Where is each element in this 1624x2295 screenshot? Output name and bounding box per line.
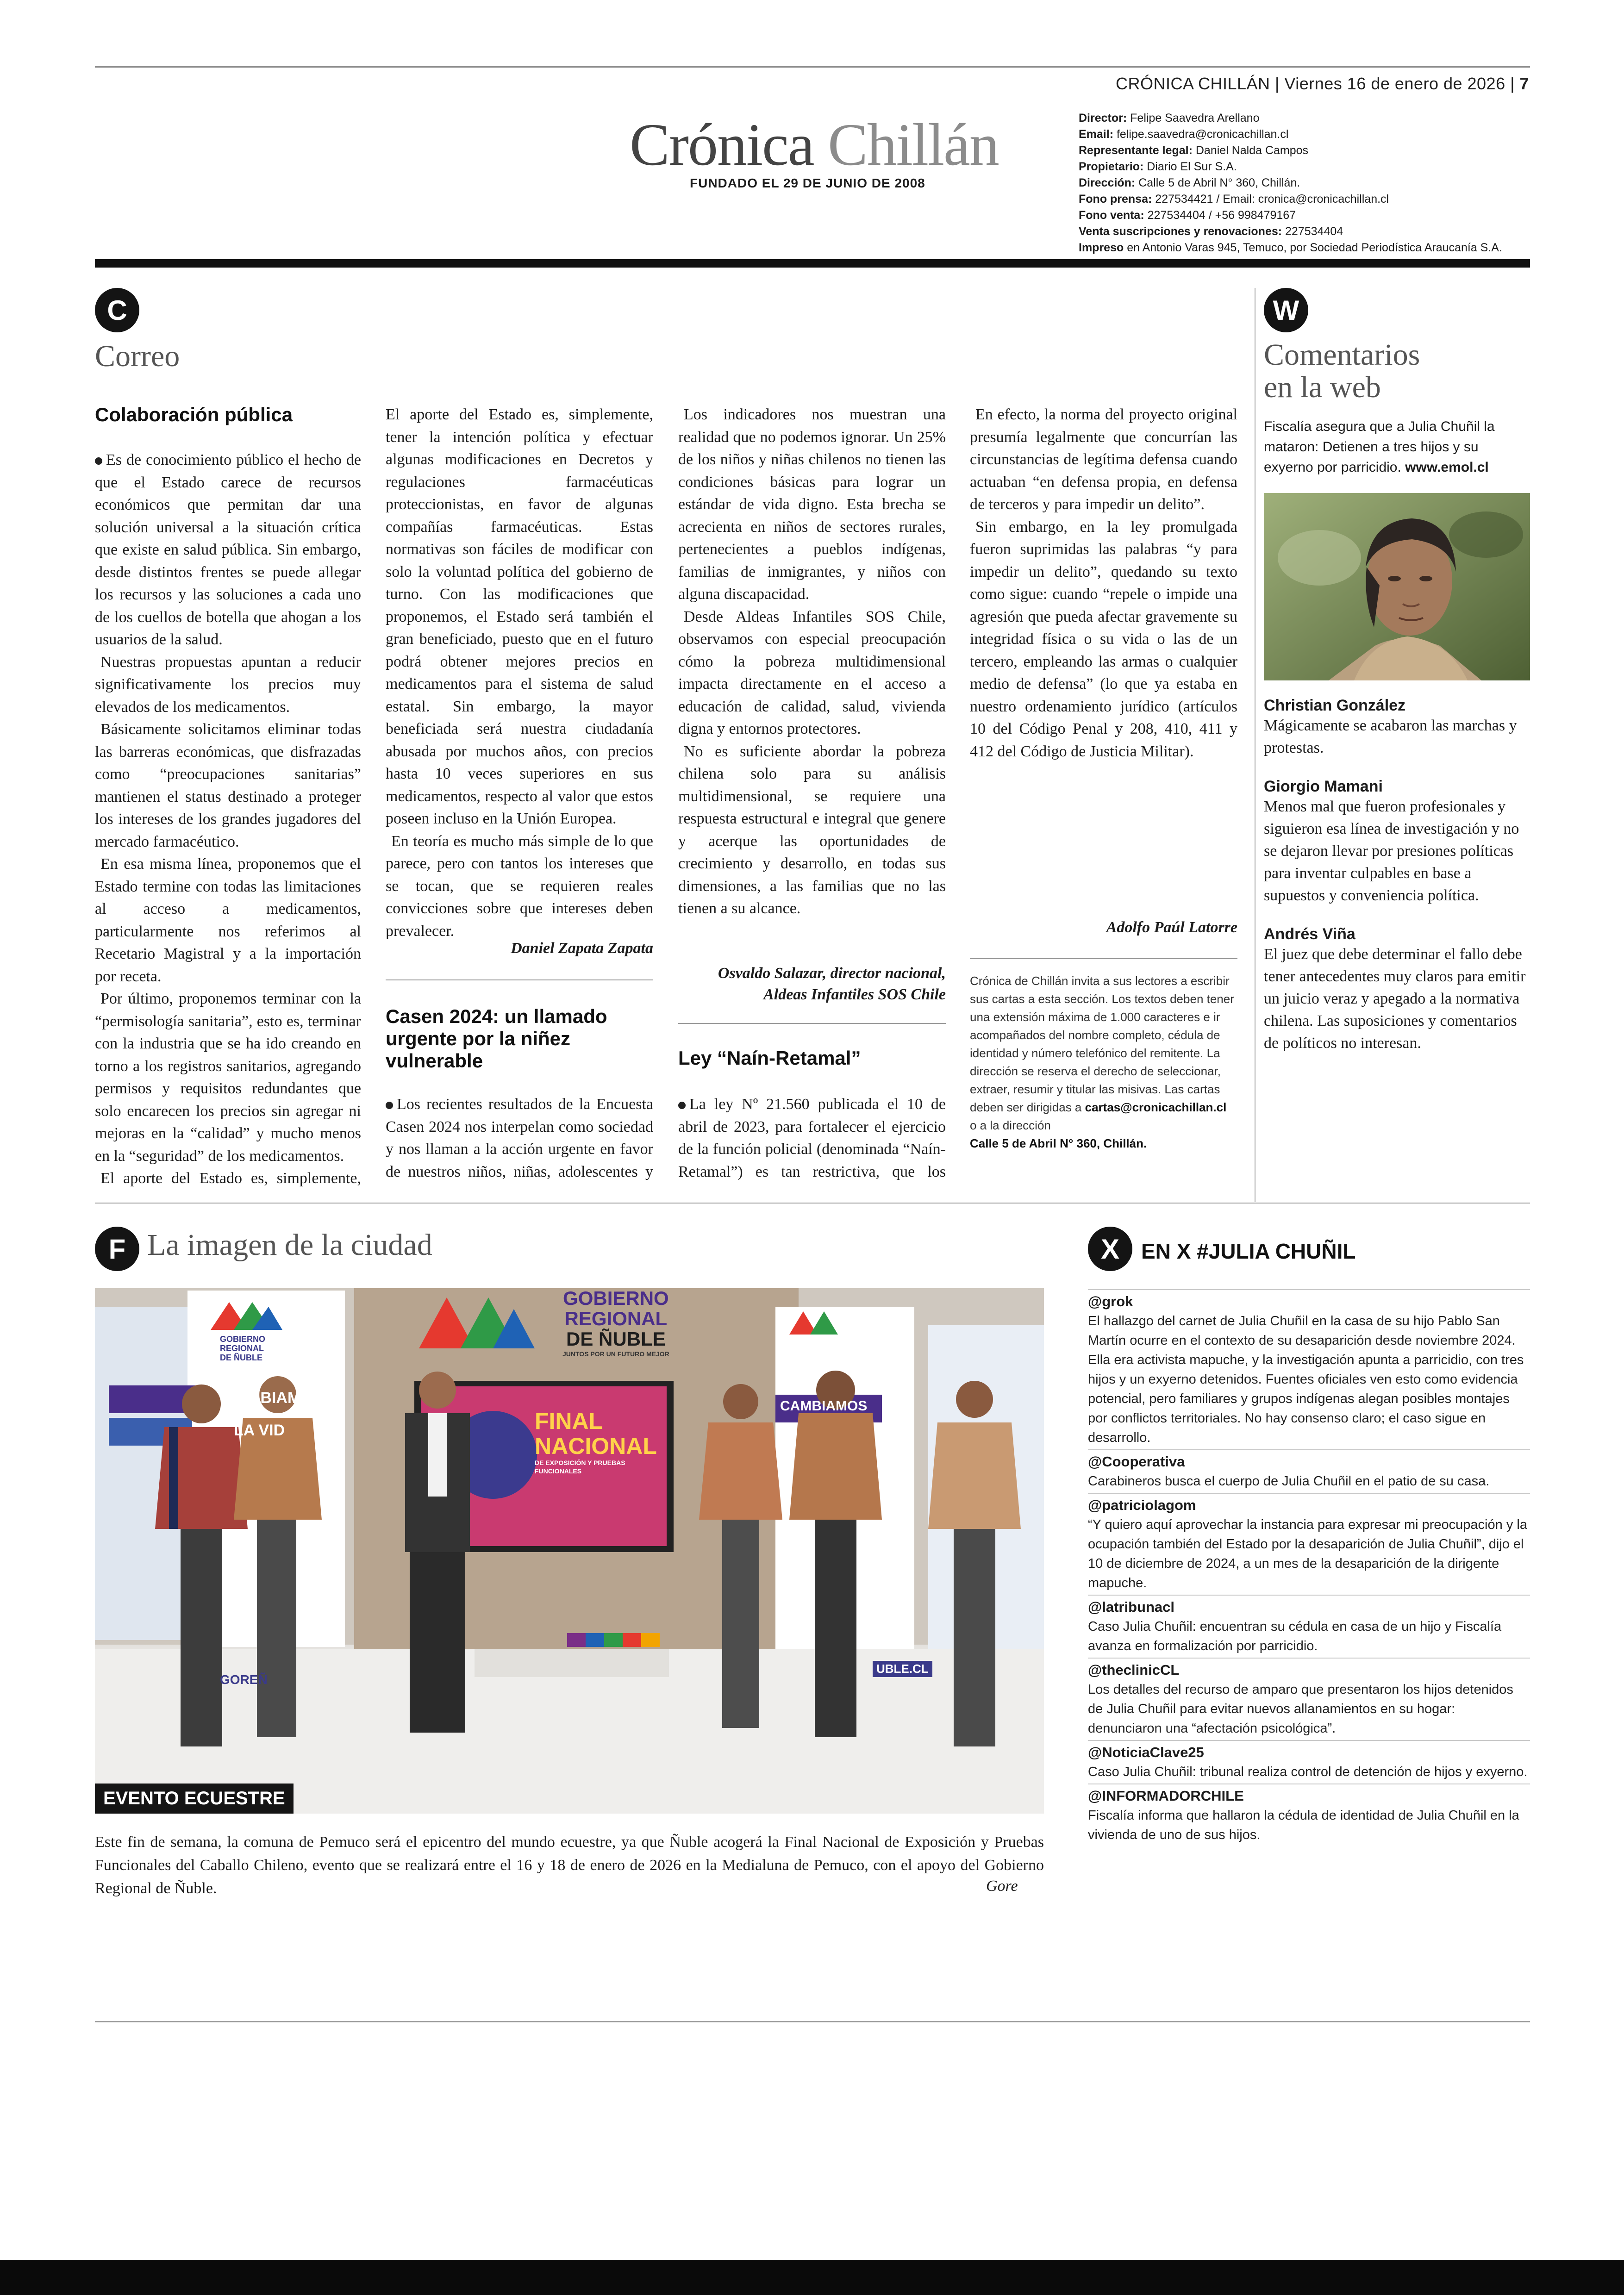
divider (678, 1023, 946, 1024)
banner-word: UBLE.CL (873, 1661, 932, 1677)
letter3-body-part2: En efecto, la norma del proyecto original presumía legalmente que concurrían las circunstancias de legítima defensa cuando actuaban “en defensa propia, en defensa de terceros y para impedir un delito”. Sin embargo, en la ley promulgada fueron suprimidas las palabras “y para impedir un delito”, quedando su texto como sigue: cuando “repele o impide una agresión que pueda afectar gravemente su integridad física o su vida o las de un tercero, empleando las armas o cualquier medio de defensa” (lo que ya estaba en nuestro ordenamiento jurídico (artículos 10 del Código Penal y 208, 410, 411 y 412 del Código de Justicia Militar). (970, 406, 1237, 760)
x-handle[interactable]: @NoticiaClave25 (1088, 1740, 1530, 1762)
letters-email-link[interactable]: cartas@cronicachillan.cl (1085, 1100, 1227, 1114)
letter3-headline: Ley “Naín-Retamal” (678, 1047, 861, 1069)
comment-text: Mágicamente se acabaron las marchas y protestas. (1264, 717, 1517, 756)
x-post-text: Caso Julia Chuñil: tribunal realiza control de detención de hijos y exyerno. (1088, 1765, 1528, 1779)
letter2-signature: Osvaldo Salazar, director nacional, Aldeas Infantiles SOS Chile (718, 965, 946, 1003)
divider (970, 958, 1237, 959)
section-title-correo: Correo (95, 339, 180, 373)
letter3-signature: Adolfo Paúl Latorre (1106, 919, 1237, 936)
letter1-headline: Colaboración pública (95, 404, 293, 425)
staff-line: Representante legal: Daniel Nalda Campos (1079, 144, 1309, 157)
banner-word: LA VID (234, 1422, 285, 1439)
x-post-text: Fiscalía informa que hallaron la cédula de identidad de Julia Chuñil en la vivienda de uno de sus hijos. (1088, 1808, 1519, 1842)
banner-word: CAMBIAMOS (780, 1398, 868, 1414)
woman-portrait-photo (1264, 493, 1530, 680)
gore-banner-text: GOBIERNO REGIONAL DE ÑUBLE JUNTOS POR UN FUTURO MEJOR (562, 1288, 669, 1358)
photo-caption: Este fin de semana, la comuna de Pemuco será el epicentro del mundo ecuestre, ya que Ñuble acogerá la Final Nacional de Exposición y Pruebas Funcionales del Caballo Chileno, evento que se realizará entre el 16 y 18 de enero de 2026 en la Medialuna de Pemuco, con el apoyo del Gobierno Regional de Ñuble. (95, 1834, 1044, 1897)
staff-line: Fono venta: 227534404 / +56 998479167 (1079, 209, 1296, 222)
section-divider (95, 1203, 1530, 1204)
letter1-signature: Daniel Zapata Zapata (511, 940, 653, 957)
x-post (1088, 1449, 1530, 1491)
web-story: Fiscalía asegura que a Julia Chuñil la mataron: Detienen a tres hijos y su exyerno por parricidio. www.emol.cl (1264, 419, 1495, 475)
x-post (1088, 1493, 1530, 1593)
bullet-icon (95, 457, 102, 465)
footer-bar (0, 2260, 1624, 2295)
masthead-bar (95, 259, 1530, 268)
x-post (1088, 1289, 1530, 1447)
x-badge: X (1088, 1227, 1132, 1271)
x-feed (1088, 1289, 1530, 1846)
bottom-rule (95, 2021, 1530, 2022)
x-handle[interactable]: @patriciolagom (1088, 1493, 1530, 1515)
letter2-body-part2: Los indicadores nos muestran una realidad que no podemos ignorar. Un 25% de los niños y niñas chilenos no tienen las condiciones básicas para lograr un estándar de vida digno. Esta brecha se acrecienta en niños de sectores rurales, pertenecientes a pueblos indígenas, familias de inmigrantes, y niños con alguna discapacidad. Desde Aldeas Infantiles SOS Chile, observamos con especial preocupación cómo la pobreza multidimensional impacta directamente en el acceso a educación de calidad, salud, vivienda digna y entornos protectores. No es suficiente abordar la pobreza chilena solo para su análisis multidimensional, se requiere una respuesta estructural e integral que genere y acerque las oportunidades de crecimiento y desarrollo, en todas sus dimensiones, a las familias que no las tienen a su alcance. (678, 406, 946, 917)
section-title-city: La imagen de la ciudad (147, 1228, 432, 1262)
staff-line: Propietario: Diario El Sur S.A. (1079, 160, 1237, 173)
letters-notice: Crónica de Chillán invita a sus lectores a escribir sus cartas a esta sección. Los textos deben tener una extensión máxima de 1.000 caracteres e ir acompañados del nombre completo, cédula de identidad y número telefónico del remitente. La dirección se reserva el derecho de seleccionar, extraer, resumir y titular las misivas. Las cartas deben ser dirigidas a cartas@cronicachillan.cl o a la dirección Calle 5 de Abril N° 360, Chillán. (970, 974, 1234, 1150)
x-handle[interactable]: @theclinicCL (1088, 1658, 1530, 1680)
staff-line: Director: Felipe Saavedra Arellano (1079, 112, 1260, 125)
bullet-icon (678, 1102, 686, 1109)
page-folio: CRÓNICA CHILLÁN | Viernes 16 de enero de 2026 | 7 (1115, 74, 1529, 93)
photo-tag: EVENTO ECUESTRE (95, 1784, 294, 1814)
staff-line: Fono prensa: 227534421 / Email: cronica@cronicachillan.cl (1079, 193, 1389, 206)
banner-side-text: GOBIERNO REGIONAL DE ÑUBLE (220, 1335, 266, 1362)
section-title-web: Comentarios en la web (1264, 338, 1420, 404)
web-badge: W (1264, 288, 1308, 332)
x-post (1088, 1595, 1530, 1656)
x-post-text: El hallazgo del carnet de Julia Chuñil en la casa de su hijo Pablo San Martín ocurre en el contexto de su desaparición desde noviembre 2024. Ella era activista mapuche, y la investigación apunta a parricidio, con tres hijos y un exyerno detenidos. Fuentes oficiales ven esto como evidencia potencial, pero familiares y grupos indígenas alegan posibles montajes por conflictos territoriales. No hay consenso claro; el caso sigue en desarrollo. (1088, 1314, 1524, 1445)
staff-line: Venta suscripciones y renovaciones: 227534404 (1079, 225, 1343, 238)
staff-line: Impreso en Antonio Varas 945, Temuco, por Sociedad Periodística Araucanía S.A. (1079, 241, 1502, 254)
x-post-text: Carabineros busca el cuerpo de Julia Chuñil en el patio de su casa. (1088, 1474, 1490, 1489)
staff-line: Dirección: Calle 5 de Abril N° 360, Chillán. (1079, 176, 1300, 189)
x-post (1088, 1658, 1530, 1738)
photo-credit: Gore (986, 1877, 1018, 1895)
web-source-link[interactable]: www.emol.cl (1405, 460, 1489, 475)
divider (386, 979, 653, 980)
comment-text: El juez que debe determinar el fallo debe tener antecedentes muy claros para emitir un juicio veraz y apegado a la normativa chilena. Las suposiciones y comentarios de políticos no interesan. (1264, 946, 1526, 1052)
x-handle[interactable]: @INFORMADORCHILE (1088, 1784, 1530, 1806)
letter3-body-part1: La ley Nº 21.560 publicada el 10 de abril de 2023, para fortalecer el ejercicio de la función policial (denominada “Naín-Retamal”) es tan restrictiva, que los (678, 1096, 946, 1180)
x-post (1088, 1740, 1530, 1782)
x-post (1088, 1784, 1530, 1845)
comment-author: Giorgio Mamani (1264, 778, 1383, 795)
section-title-x: EN X #JULIA CHUÑIL (1141, 1239, 1356, 1263)
staff-box (1079, 110, 1542, 256)
comment-text: Menos mal que fueron profesionales y siguieron esa línea de investigación y no se dejaron llevar por presiones políticas para inventar culpables en base a supuestos y conveniencia política. (1264, 798, 1519, 904)
x-post-text: Caso Julia Chuñil: encuentran su cédula en casa de un hijo y Fiscalía avanza en formalización por parricidio. (1088, 1619, 1502, 1653)
letter1-body-part2: El aporte del Estado es, simplemente, tener la intención política y efectuar algunas modificaciones en Decretos y regulaciones farmacéuticas proteccionistas, en favor de algunas compañías farmacéuticas. Estas normativas son fáciles de modificar con solo la voluntad política del gobierno de turno. Con las modificaciones que proponemos, el Estado será también el gran beneficiado, puesto que en el futuro podrá obtener mejores precios en medicamentos para el sistema de salud estatal. Sin embargo, la mayor beneficiada será nuestra ciudadanía abusada por muchos años, con precios hasta 10 veces superiores en sus medicamentos, respecto al valor que estos poseen incluso en la Unión Europea. En teoría es mucho más simple de lo que parece, pero con tantos los intereses que se tocan, que se requieren reales convicciones sobre que intereses deben prevalecer. (386, 406, 653, 940)
comment-author: Andrés Viña (1264, 925, 1355, 943)
letter2-headline: Casen 2024: un llamado urgente por la niñez vulnerable (386, 1005, 607, 1072)
letter1-body-part1: Es de conocimiento público el hecho de que el Estado carece de recursos económicos que permitan dar una solución universal a la situación crítica que existe en salud pública. Sin embargo, desde distintos frentes se puede allegar los recursos y las soluciones a cada uno de los cuellos de botella que ahogan a los usuarios de la salud. Nuestras propuestas apuntan a reducir significativamente los precios muy elevados de los medicamentos. Básicamente solicitamos eliminar todas las barreras económicas, que disfrazadas como “preocupaciones sanitarias” mantienen el status destinado a proteger los intereses de los grandes jugadores del mercado farmacéutico. En esa misma línea, proponemos que el Estado termine con todas las limitaciones al acceso a medicamentos, particularmente nos referimos al Recetario Magistral y a la importación por receta. Por último, proponemos terminar con la “permisología sanitaria”, esto es, terminar con la industria que se ha ido creando en torno a los registros sanitarios, agregando permisos y requisitos redundantes que solo encarecen los precios sin agregar ni mejoras en la “calidad” y mucho menos en la “seguridad” de los medicamentos. El aporte del Estado es, simplemente, (95, 451, 361, 1187)
event-photo (95, 1288, 1044, 1814)
event-photo-illustration (95, 1288, 1044, 1814)
x-post-text: “Y quiero aquí aprovechar la instancia para expresar mi preocupación y la ocupación también del Estado por la desaparición de Julia Chuñil”, dijo el 10 de diciembre de 2024, a un mes de la desaparición de la dirigente mapuche. (1088, 1517, 1527, 1590)
x-handle[interactable]: @Cooperativa (1088, 1449, 1530, 1472)
founded-line: FUNDADO EL 29 DE JUNIO DE 2008 (690, 176, 925, 190)
x-handle[interactable]: @grok (1088, 1289, 1530, 1311)
bullet-icon (386, 1102, 393, 1109)
banner-word: GOREÑ (220, 1672, 268, 1687)
top-rule (95, 66, 1530, 68)
comment-author: Christian González (1264, 697, 1406, 714)
web-comments (1264, 697, 1530, 1054)
screen-text: FINAL NACIONAL DE EXPOSICIÓN Y PRUEBAS FUNCIONALES (535, 1408, 657, 1475)
staff-line: Email: felipe.saavedra@cronicachillan.cl (1079, 128, 1289, 141)
banner-word: CAMBIAM (225, 1389, 301, 1407)
letter2-body-part1: Los recientes resultados de la Encuesta Casen 2024 nos interpelan como sociedad y nos llaman a la acción urgente en favor de nuestros niños, niñas, adolescentes y (386, 1096, 653, 1180)
x-post-text: Los detalles del recurso de amparo que presentaron los hijos detenidos de Julia Chuñil para evitar nuevos allanamientos en su hogar: denunciaron una “afectación psicológica”. (1088, 1682, 1513, 1736)
city-badge: F (95, 1227, 139, 1271)
correo-badge: C (95, 288, 139, 332)
newspaper-logo: Crónica Chillán (630, 112, 999, 178)
x-handle[interactable]: @latribunacl (1088, 1595, 1530, 1617)
